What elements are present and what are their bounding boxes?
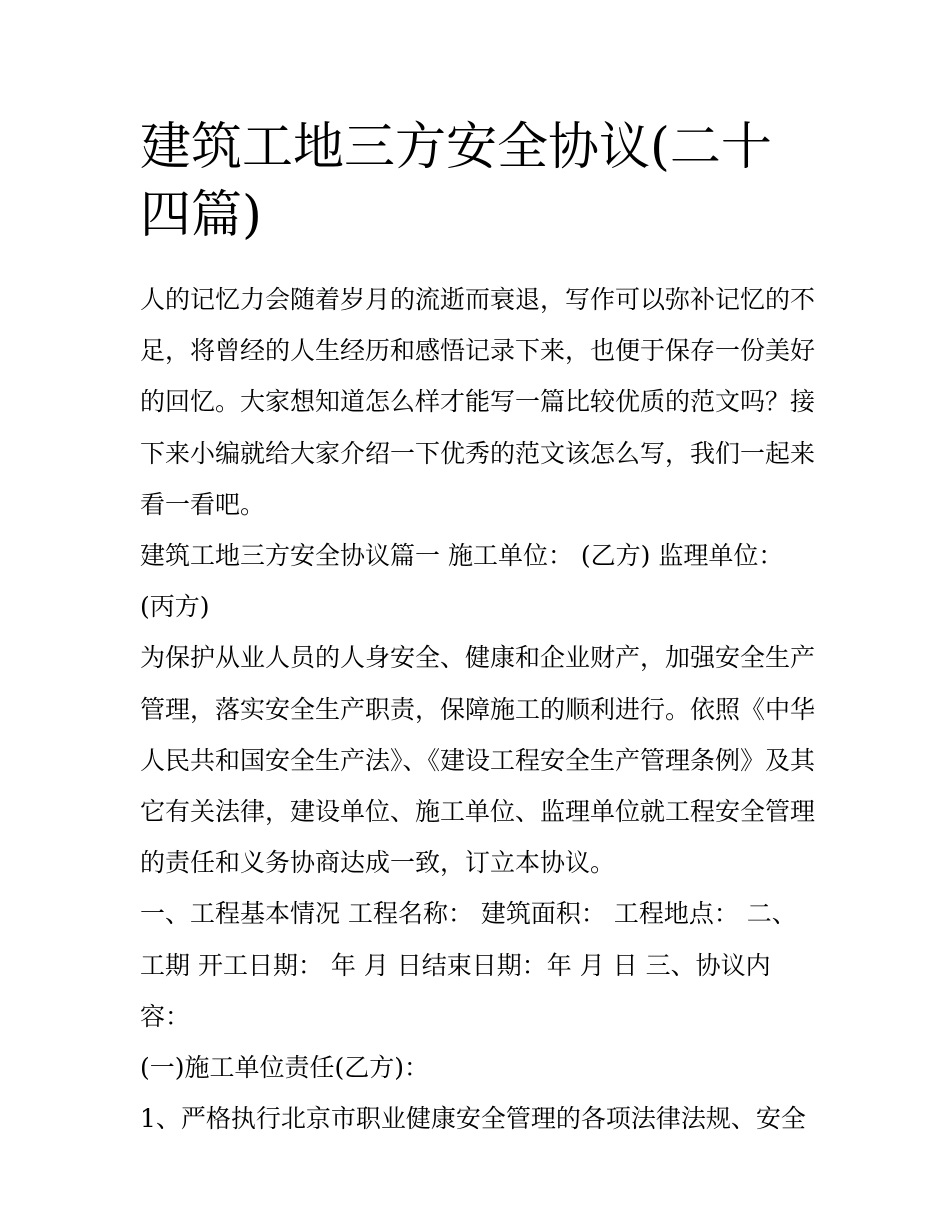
paragraph-clause-1: 1、严格执行北京市职业健康安全管理的各项法律法规、安全 <box>140 1104 806 1134</box>
document-title: 建筑工地三方安全协议(二十四篇) <box>140 118 772 245</box>
paragraph-purpose: 为保护从业人员的人身安全、健康和企业财产，加强安全生产管理，落实安全生产职责，保障施工的顺利进行。依照《中华人民共和国安全生产法》、《建设工程安全生产管理条例》及其它有关法律，建设单位、施工单位、监理单位就工程安全管理的责任和义务协商达成一致，订立本协议。 <box>140 643 816 878</box>
paragraph-intro: 人的记忆力会随着岁月的流逝而衰退，写作可以弥补记忆的不足，将曾经的人生经历和感悟记录下来，也便于保存一份美好的回忆。大家想知道怎么样才能写一篇比较优质的范文吗？接下来小编就给大家介绍一下优秀的范文该怎么写，我们一起来看一看吧。 <box>140 285 816 519</box>
paragraph-parties: 建筑工地三方安全协议篇一 施工单位： (乙方) 监理单位： (丙方) <box>140 541 784 622</box>
paragraph-contractor-heading: (一)施工单位责任(乙方)： <box>140 1053 430 1083</box>
document-body <box>140 274 815 1144</box>
paragraph-project-info: 一、工程基本情况 工程名称： 建筑面积： 工程地点： 二、工期 开工日期： 年 月 日结束日期：年 月 日 三、协议内容： <box>140 899 797 1031</box>
